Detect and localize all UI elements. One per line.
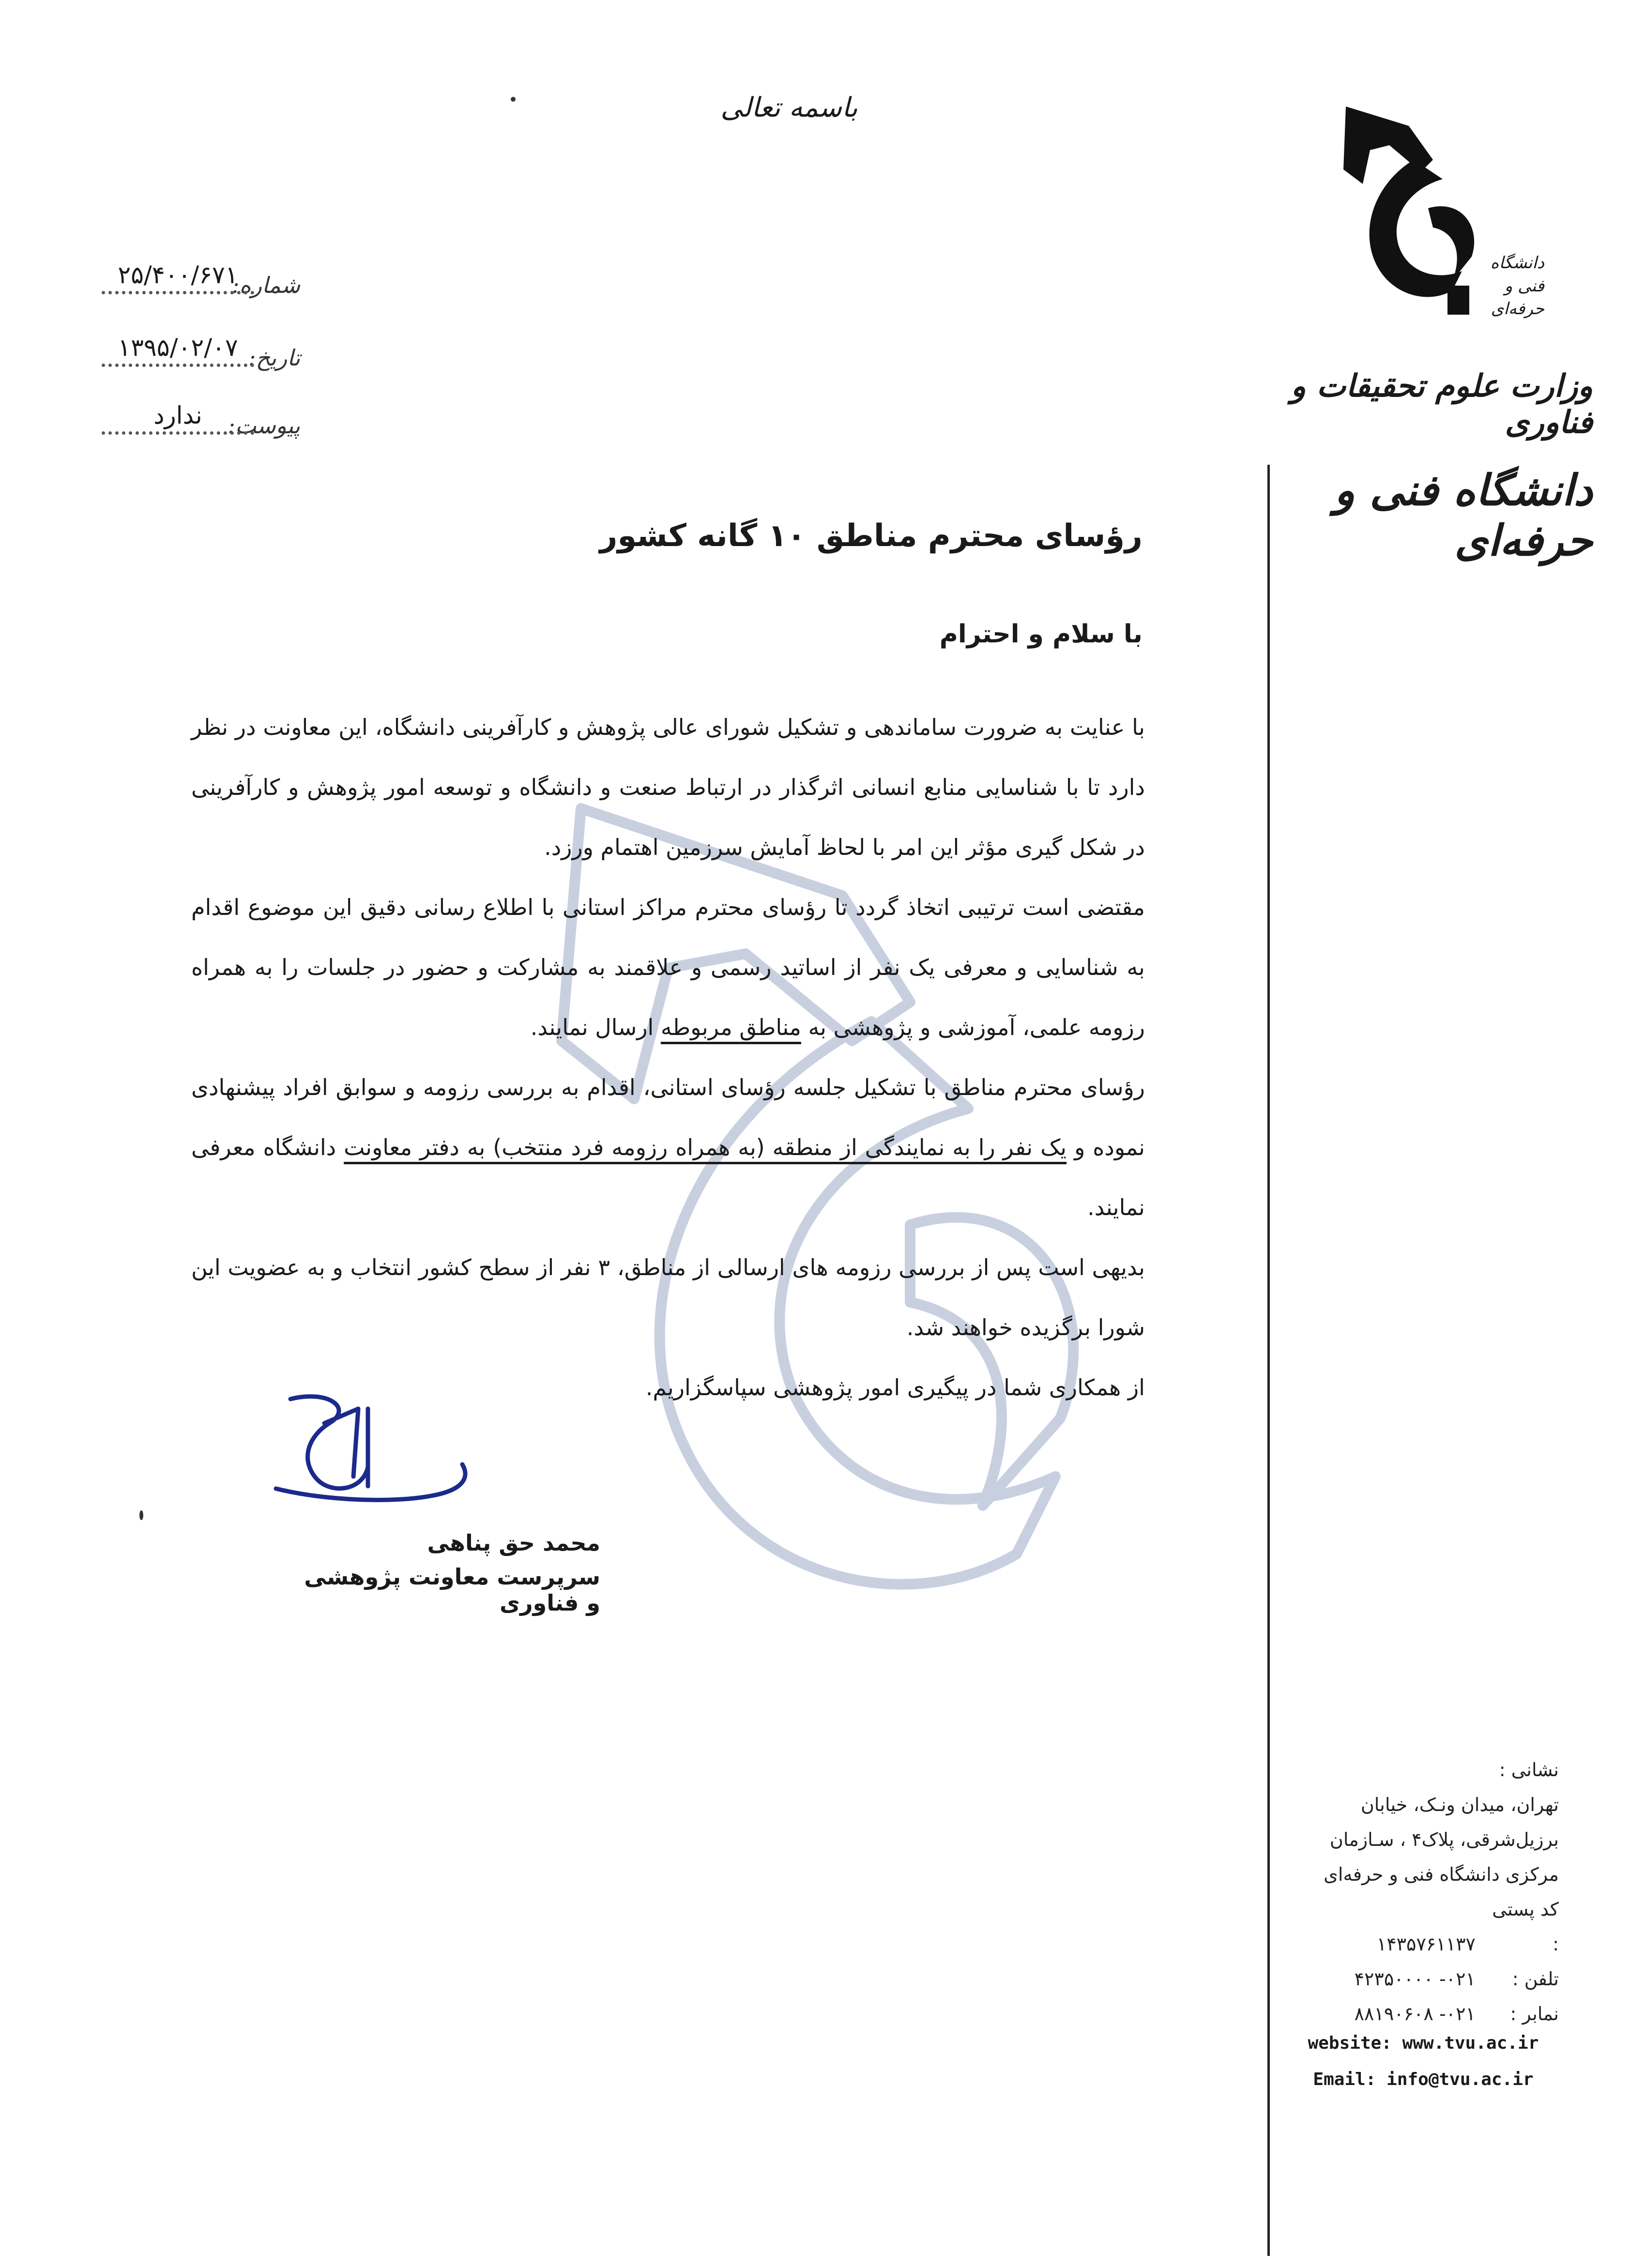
signer-name: محمد حق پناهی	[427, 1530, 600, 1556]
address-line-2: برزیل‌شرقی، پلاک۴ ، سـازمان	[1329, 1829, 1559, 1850]
email-link[interactable]: Email: info@tvu.ac.ir	[1313, 2070, 1534, 2089]
postal-code-row	[1288, 1892, 1559, 1962]
scan-speck	[511, 97, 516, 102]
phone-label: تلفن :	[1512, 1968, 1559, 1990]
letter-number-row	[92, 261, 300, 305]
scan-speck	[139, 1510, 143, 1520]
recipient: رؤسای محترم مناطق ۱۰ گانه کشور	[599, 518, 1142, 554]
letter-date-label: تاریخ:	[248, 345, 300, 371]
logo-caption-line1: دانشگاه	[1490, 253, 1544, 273]
address-line-1: تهران، میدان ونـک، خیابان	[1360, 1794, 1559, 1815]
letter-number-label: شماره:	[232, 272, 300, 298]
fax-label: نمابر :	[1510, 2003, 1559, 2024]
attachment-row	[92, 402, 300, 445]
ministry-name: وزارت علوم تحقیقات و فناوری	[1291, 368, 1593, 441]
attachment-value: ندارد	[102, 401, 254, 435]
letter-date-value: ۱۳۹۵/۰۲/۰۷	[102, 334, 254, 367]
signer-title: سرپرست معاونت پژوهشی و فناوری	[304, 1564, 600, 1616]
address-block	[1288, 1752, 1559, 2031]
phone-value: ۰۲۱- ۴۲۳۵۰۰۰۰	[1354, 1968, 1476, 1990]
fax-value: ۰۲۱- ۸۸۱۹۰۶۰۸	[1354, 2003, 1476, 2024]
paragraph-3-text: رؤسای محترم مناطق با تشکیل جلسه رؤسای استانی، اقدام به بررسی رزومه و سوابق افراد پیشنهادی نموده و	[191, 1074, 1145, 1160]
website-link[interactable]: website: www.tvu.ac.ir	[1308, 2033, 1539, 2053]
paragraph-3	[191, 1057, 1145, 1237]
letter-number-value: ۲۵/۴۰۰/۶۷۱	[102, 261, 254, 294]
paragraph-5: از همکاری شما در پیگیری امور پژوهشی سپاسگزاریم.	[645, 1374, 1145, 1400]
paragraph-2-end: ارسال نمایند.	[530, 1014, 654, 1040]
paragraph-1: با عنایت به ضرورت ساماندهی و تشکیل شورای عالی پژوهش و کارآفرینی دانشگاه، این معاونت در نظر دارد تا با شناسایی منابع انسانی اثرگذار در ارتباط صنعت و دانشگاه و توسعه امور پژوهش و کارآفرینی در شکل گیری مؤثر این امر با لحاظ آمایش سرزمین اهتمام ورزد.	[191, 714, 1145, 860]
margin-divider	[1267, 465, 1270, 2256]
paragraph-3-underlined: یک نفر را به نمایندگی از منطقه (به همراه رزومه فرد منتخب) به دفتر معاونت	[344, 1134, 1067, 1160]
handwritten-signature	[271, 1380, 484, 1525]
postal-code-label: کد پستی :	[1492, 1899, 1559, 1955]
university-name: دانشگاه فنی و حرفه‌ای	[1334, 465, 1593, 565]
letter-body	[191, 697, 1145, 1417]
logo-caption-line2: فنی و حرفه‌ای	[1491, 276, 1544, 319]
postal-code-value: ۱۴۳۵۷۶۱۱۳۷	[1376, 1933, 1476, 1955]
attachment-label: پیوست:	[228, 412, 300, 439]
phone-row	[1288, 1962, 1559, 1996]
address-heading: نشانی :	[1499, 1759, 1559, 1781]
paragraph-2	[191, 877, 1145, 1057]
fax-row	[1288, 1996, 1559, 2031]
paragraph-2-text: مقتضی است ترتیبی اتخاذ گردد تا رؤسای محترم مراکز استانی با اطلاع رسانی دقیق این موضوع اقدام به شناسایی و معرفی یک نفر از اساتید رسمی و علاقمند به مشارکت و حضور در جلسات را به همراه رزومه علمی، آموزشی و پژوهشی به	[191, 894, 1145, 1040]
paragraph-3-end: دانشگاه معرفی نمایند.	[191, 1134, 1145, 1220]
paragraph-2-underlined: مناطق مربوطه	[660, 1014, 801, 1040]
greeting: با سلام و احترام	[939, 620, 1142, 649]
letter-date-row	[92, 334, 300, 378]
logo-caption	[1447, 252, 1544, 321]
basmala: باسمه تعالی	[720, 92, 858, 123]
paragraph-4: بدیهی است پس از بررسی رزومه های ارسالی از مناطق، ۳ نفر از سطح کشور انتخاب و به عضویت این شورا برگزیده خواهند شد.	[191, 1254, 1145, 1340]
address-line-3: مرکزی دانشگاه فنی و حرفه‌ای	[1324, 1864, 1559, 1885]
